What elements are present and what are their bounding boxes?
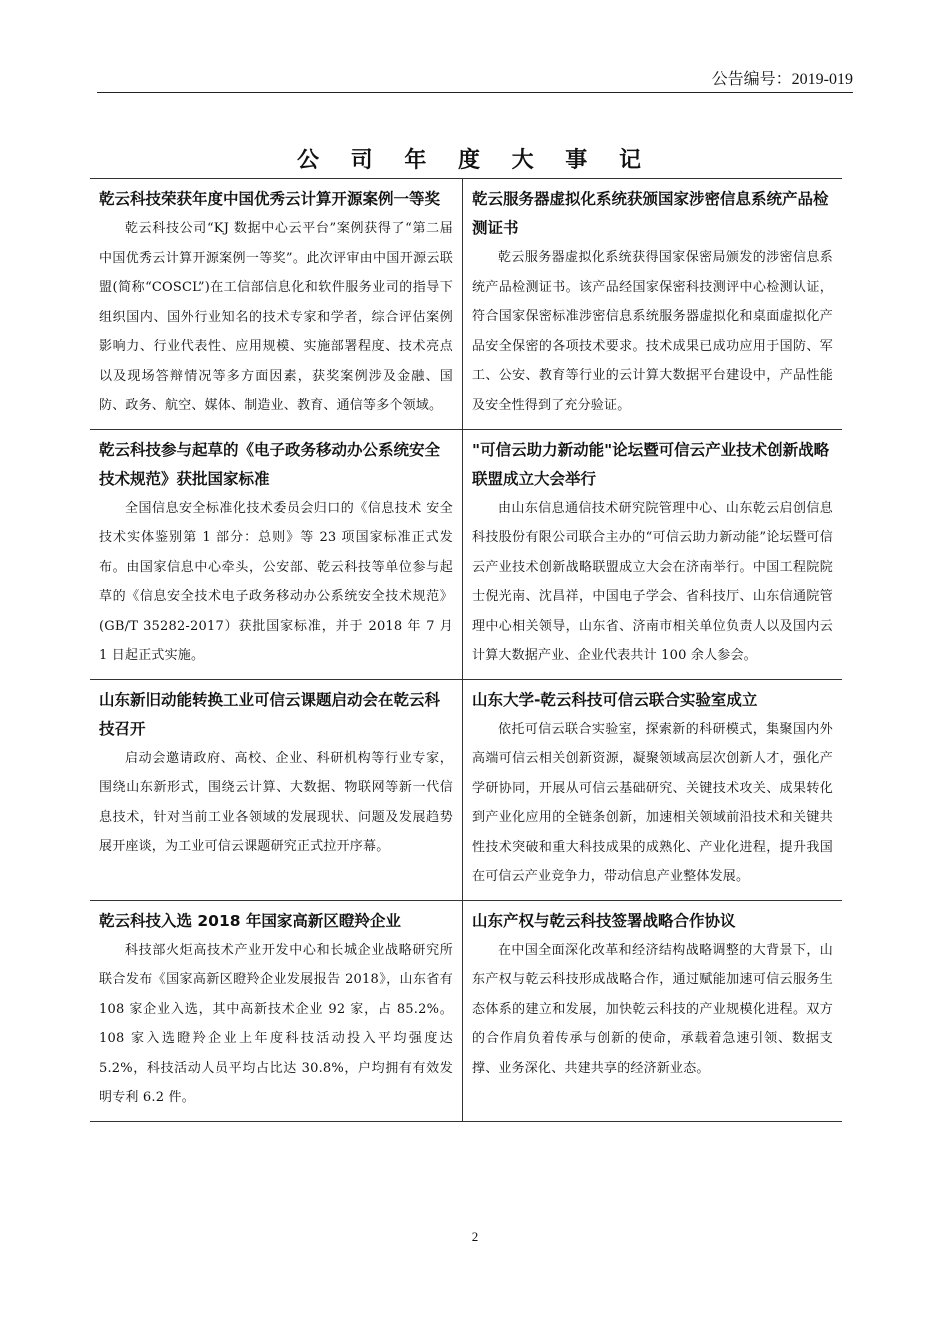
page-number: 2	[471, 1229, 479, 1244]
event-body: 依托可信云联合实验室，探索新的科研模式，集聚国内外高端可信云相关创新资源，凝聚领域高层次创新人才，强化产学研协同，开展从可信云基础研究、关键技术攻关、成果转化到产业化应用的全链条创新，加速相关领域前沿技术和关键共性技术突破和重大科技成果的成熟化、产业化进程，提升我国在可信云产业竞争力，带动信息产业整体发展。	[472, 721, 833, 884]
events-row	[90, 429, 842, 679]
event-body: 由山东信息通信技术研究院管理中心、山东乾云启创信息科技股份有限公司联合主办的“可信云助力新动能”论坛暨可信云产业技术创新战略联盟成立大会在济南举行。中国工程院院士倪光南、沈昌祥，中国电子学会、省科技厅、山东信通院管理中心相关领导，山东省、济南市相关单位负责人以及国内云计算大数据产业、企业代表共计 100 余人参会。	[472, 500, 833, 663]
event-title: 山东新旧动能转换工业可信云课题启动会在乾云科技召开	[99, 690, 441, 738]
announcement-number: 公告编号：2019-019	[711, 71, 853, 88]
event-title: 山东产权与乾云科技签署战略合作协议	[472, 911, 736, 930]
event-title: 乾云服务器虚拟化系统获颁国家涉密信息系统产品检测证书	[472, 190, 829, 237]
events-grid	[90, 178, 842, 1122]
events-row	[90, 900, 842, 1121]
event-title: 乾云科技入选 2018 年国家高新区瞪羚企业	[99, 911, 401, 930]
event-title: 山东大学-乾云科技可信云联合实验室成立	[472, 690, 758, 709]
event-cell	[463, 429, 843, 679]
events-row	[90, 179, 842, 430]
event-title: 乾云科技荣获年度中国优秀云计算开源案例一等奖	[99, 190, 441, 208]
events-row	[90, 679, 842, 900]
event-cell	[463, 900, 843, 1121]
event-title: 乾云科技参与起草的《电子政务移动办公系统安全技术规范》获批国家标准	[99, 440, 441, 488]
event-cell	[90, 429, 463, 679]
event-cell	[463, 679, 843, 900]
event-body: 乾云服务器虚拟化系统获得国家保密局颁发的涉密信息系统产品检测证书。该产品经国家保密科技测评中心检测认证，符合国家保密标准涉密信息系统服务器虚拟化和桌面虚拟化产品安全保密的各项技术要求。技术成果已成功应用于国防、军工、公安、教育等行业的云计算大数据平台建设中，产品性能及安全性得到了充分验证。	[472, 250, 833, 413]
event-cell	[463, 179, 843, 430]
event-title: "可信云助力新动能"论坛暨可信云产业技术创新战略联盟成立大会举行	[472, 440, 830, 488]
event-body: 乾云科技公司“KJ 数据中心云平台”案例获得了“第二届中国优秀云计算开源案例一等奖”。此次评审由中国开源云联盟(简称“COSCL”)在工信部信息化和软件服务业司的指导下组织国内、国外行业知名的技术专家和学者，综合评估案例影响力、行业代表性、应用规模、实施部署程度、技术亮点以及现场答辩情况等多方面因素，获奖案例涉及金融、国防、政务、航空、媒体、制造业、教育、通信等多个领域。	[99, 221, 453, 413]
event-cell	[90, 179, 463, 430]
page-title: 公 司 年 度 大 事 记	[297, 148, 653, 173]
header-divider	[97, 92, 853, 93]
event-body: 科技部火炬高技术产业开发中心和长城企业战略研究所联合发布《国家高新区瞪羚企业发展报告 2018》，山东省有 108 家企业入选，其中高新技术企业 92 家，占 85.2%。108 家入选瞪羚企业上年度科技活动投入平均强度达 5.2%，科技活动人员平均占比达 30.8%，户均拥有有效发明专利 6.2 件。	[99, 942, 453, 1105]
event-body: 启动会邀请政府、高校、企业、科研机构等行业专家，围绕山东新形式，围绕云计算、大数据、物联网等新一代信息技术，针对当前工业各领域的发展现状、问题及发展趋势展开座谈，为工业可信云课题研究正式拉开序幕。	[99, 750, 453, 854]
event-body: 在中国全面深化改革和经济结构战略调整的大背景下，山东产权与乾云科技形成战略合作，通过赋能加速可信云服务生态体系的建立和发展，加快乾云科技的产业规模化进程。双方的合作肩负着传承与创新的使命，承载着急速引领、数据支撑、业务深化、共建共享的经济新业态。	[472, 942, 833, 1076]
event-cell	[90, 900, 463, 1121]
event-body: 全国信息安全标准化技术委员会归口的《信息技术 安全技术实体鉴别第 1 部分：总则》等 23 项国家标准正式发布。由国家信息中心牵头，公安部、乾云科技等单位参与起草的《信息安全技术电子政务移动办公系统安全技术规范》(GB/T 35282-2017）获批国家标准，并于 2018 年 7 月 1 日起正式实施。	[99, 500, 453, 663]
event-cell	[90, 679, 463, 900]
